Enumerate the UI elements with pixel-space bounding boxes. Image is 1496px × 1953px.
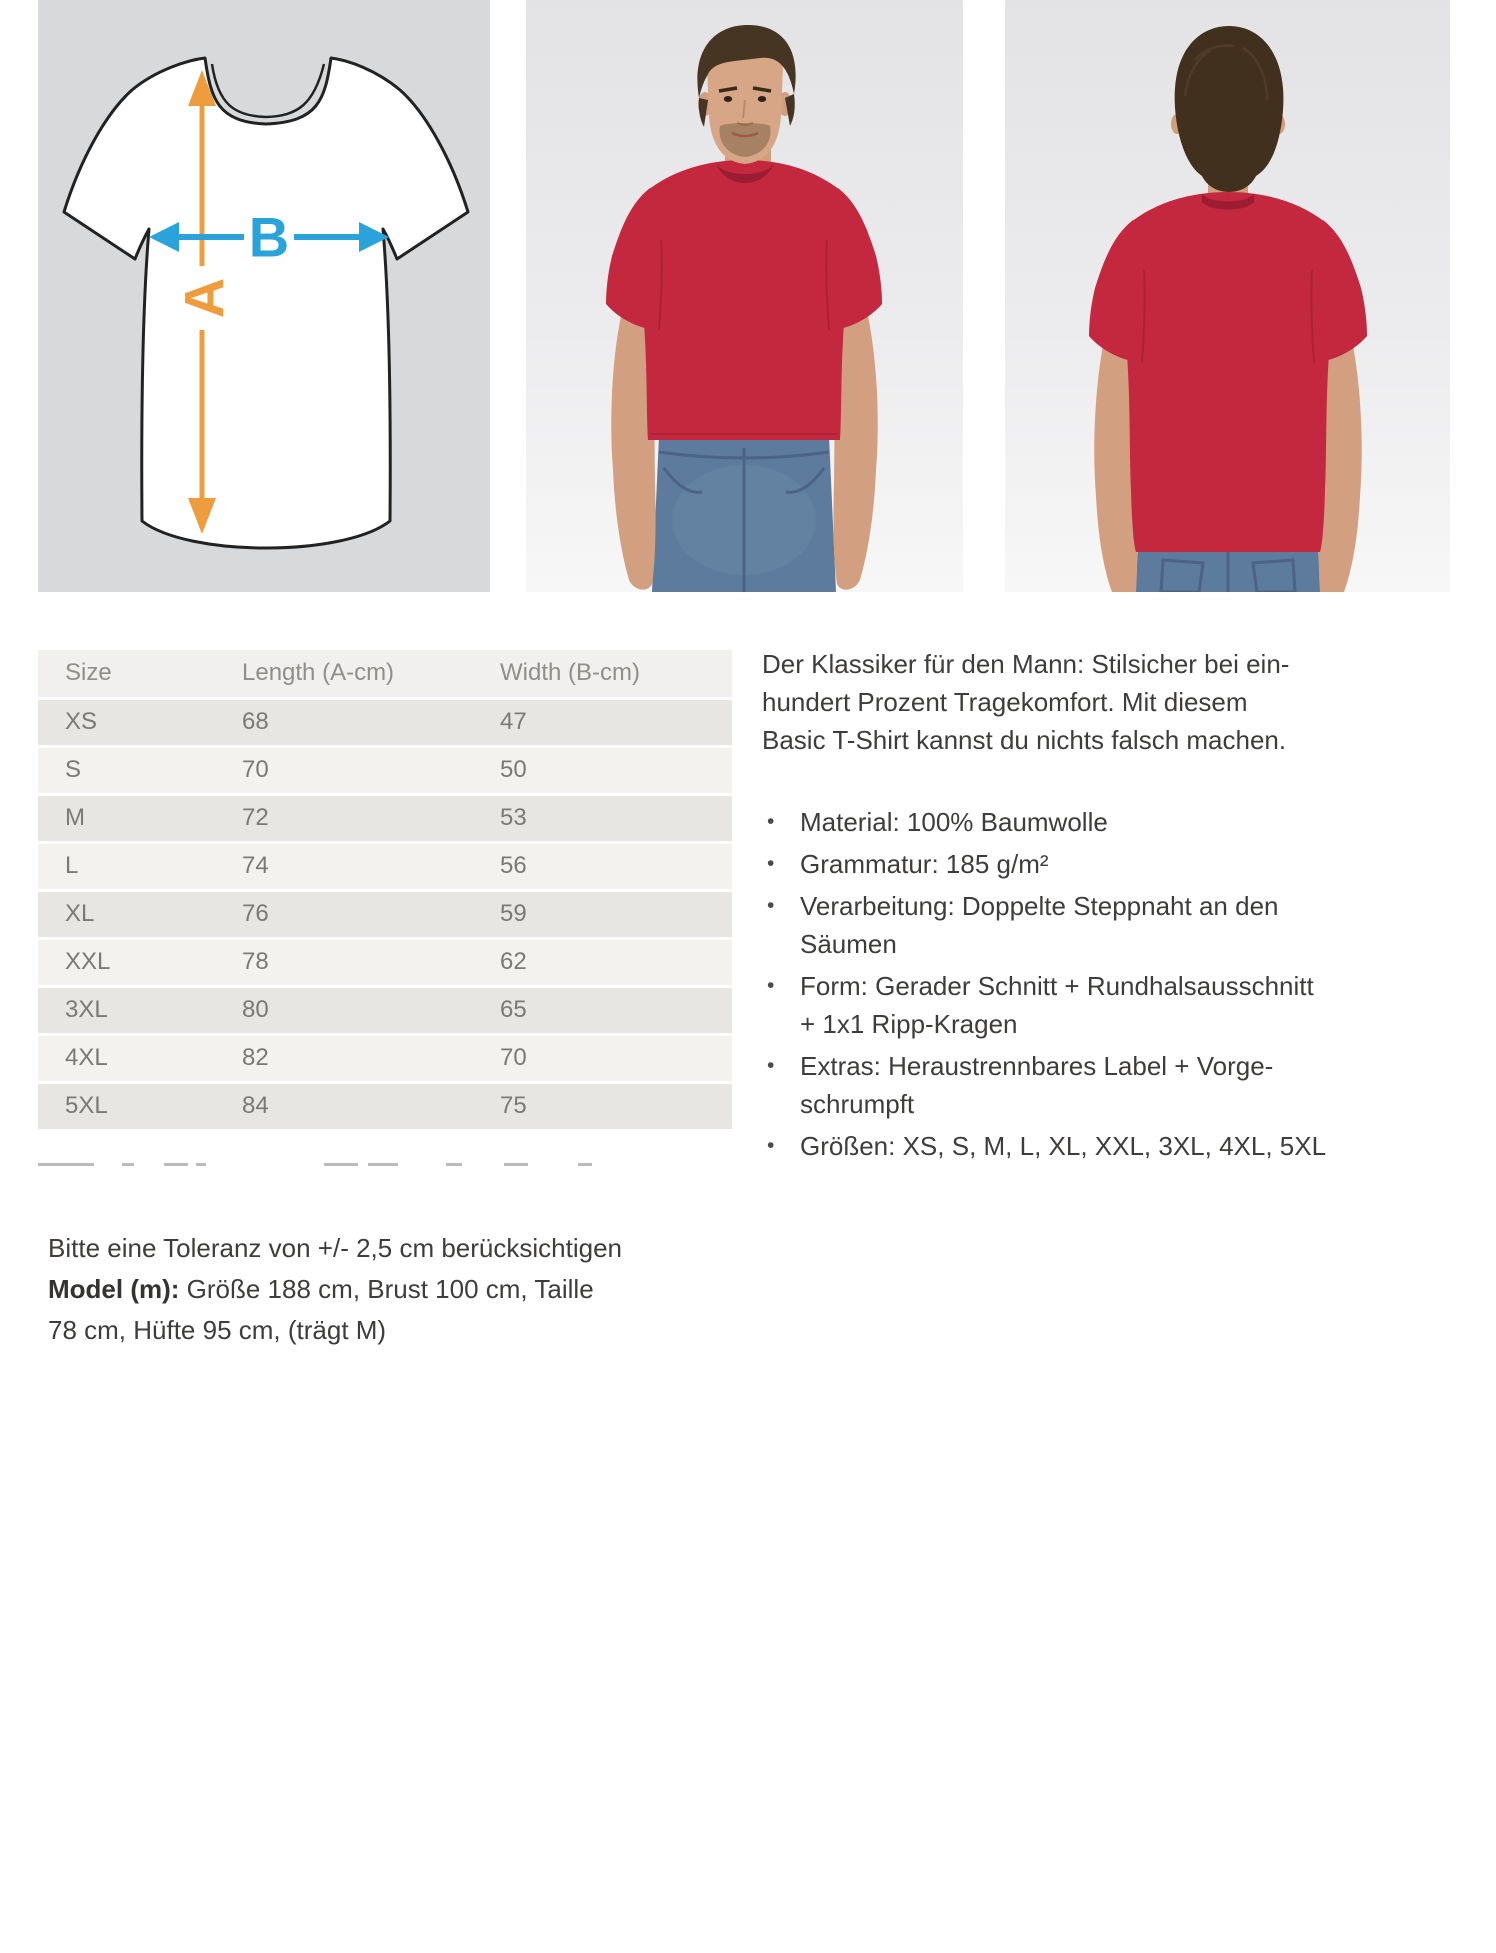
size-table bbox=[38, 650, 732, 1132]
size-table-row bbox=[38, 986, 732, 1034]
tolerance-note bbox=[48, 1228, 738, 1351]
size-table-cell: 4XL bbox=[38, 1034, 242, 1082]
size-table-row bbox=[38, 890, 732, 938]
size-table-cell: 72 bbox=[242, 794, 500, 842]
size-diagram-image[interactable] bbox=[38, 0, 490, 592]
model-back-photo[interactable] bbox=[1005, 0, 1450, 592]
description-bullet-line: Material: 100% Baumwolle bbox=[800, 807, 1108, 837]
model-info-line-2: 78 cm, Hüfte 95 cm, (trägt M) bbox=[48, 1315, 387, 1345]
size-table-cell: 80 bbox=[242, 986, 500, 1034]
tolerance-line: Bitte eine Toleranz von +/- 2,5 cm berücksichtigen bbox=[48, 1233, 622, 1263]
size-table-cell: S bbox=[38, 746, 242, 794]
size-table-cell: 70 bbox=[242, 746, 500, 794]
size-table-cell: 53 bbox=[500, 794, 732, 842]
description-bullet-line: Grammatur: 185 g/m² bbox=[800, 849, 1049, 879]
description-intro-line: hundert Prozent Tragekomfort. Mit diesem bbox=[762, 687, 1248, 717]
description-bullet-line: + 1x1 Ripp-Kragen bbox=[800, 1009, 1018, 1039]
description-intro-line: Basic T-Shirt kannst du nichts falsch machen. bbox=[762, 725, 1287, 755]
jeans-front bbox=[652, 436, 836, 592]
size-table-row bbox=[38, 1034, 732, 1082]
description-bullet bbox=[762, 803, 1430, 841]
size-table-cell: 82 bbox=[242, 1034, 500, 1082]
size-table-row bbox=[38, 842, 732, 890]
description-bullets bbox=[762, 803, 1430, 1165]
size-table-cell: XS bbox=[38, 698, 242, 746]
size-table-cell: 59 bbox=[500, 890, 732, 938]
bullet-dot-icon: • bbox=[767, 810, 775, 833]
size-table-cell: 76 bbox=[242, 890, 500, 938]
size-table-cell: L bbox=[38, 842, 242, 890]
description-intro-line: Der Klassiker für den Mann: Stilsicher bei ein- bbox=[762, 649, 1290, 679]
size-table-column-header: Length (A-cm) bbox=[242, 650, 500, 698]
size-table-cell: 84 bbox=[242, 1082, 500, 1130]
size-table-header-row bbox=[38, 650, 732, 698]
model-front-photo[interactable] bbox=[526, 0, 963, 592]
bullet-dot-icon: • bbox=[767, 974, 775, 997]
red-tshirt-front bbox=[606, 160, 882, 440]
description-bullet-line: Extras: Heraustrennbares Label + Vorge- bbox=[800, 1051, 1274, 1081]
size-table-cell: 65 bbox=[500, 986, 732, 1034]
size-table-row bbox=[38, 698, 732, 746]
size-table-cell: 78 bbox=[242, 938, 500, 986]
size-table-cell: M bbox=[38, 794, 242, 842]
description-bullet-line: schrumpft bbox=[800, 1089, 915, 1119]
description-bullet bbox=[762, 1127, 1430, 1165]
description-bullet-line: Verarbeitung: Doppelte Steppnaht an den bbox=[800, 891, 1279, 921]
size-table-row bbox=[38, 938, 732, 986]
bullet-dot-icon: • bbox=[767, 1134, 775, 1157]
bullet-dot-icon: • bbox=[767, 894, 775, 917]
diagram-label-a: A bbox=[172, 277, 236, 319]
description-bullet bbox=[762, 887, 1430, 963]
description-intro bbox=[762, 645, 1430, 759]
size-table-cell: 3XL bbox=[38, 986, 242, 1034]
description-bullet-line: Form: Gerader Schnitt + Rundhalsausschnitt bbox=[800, 971, 1314, 1001]
size-table-cell: 50 bbox=[500, 746, 732, 794]
size-table-cell: XXL bbox=[38, 938, 242, 986]
description-bullet bbox=[762, 845, 1430, 883]
bullet-dot-icon: • bbox=[767, 1054, 775, 1077]
model-front-illustration bbox=[526, 0, 963, 592]
model-back-illustration bbox=[1005, 0, 1450, 592]
size-table-cell: 5XL bbox=[38, 1082, 242, 1130]
size-table-cell: 70 bbox=[500, 1034, 732, 1082]
model-label: Model (m): bbox=[48, 1274, 180, 1304]
description-bullet-line: Größen: XS, S, M, L, XL, XXL, 3XL, 4XL, 5XL bbox=[800, 1131, 1327, 1161]
size-table-cell: 74 bbox=[242, 842, 500, 890]
size-table-body bbox=[38, 698, 732, 1130]
model-info-line-1 bbox=[48, 1269, 738, 1310]
cropped-table-row-remnant bbox=[38, 1163, 618, 1171]
bullet-dot-icon: • bbox=[767, 852, 775, 875]
size-table-column-header: Width (B-cm) bbox=[500, 650, 732, 698]
size-table-cell: 62 bbox=[500, 938, 732, 986]
size-table-row bbox=[38, 1082, 732, 1130]
description-bullet bbox=[762, 967, 1430, 1043]
tshirt-measure-diagram bbox=[38, 0, 490, 592]
size-table-cell: 68 bbox=[242, 698, 500, 746]
hair-back bbox=[1175, 26, 1284, 176]
description-bullet-line: Säumen bbox=[800, 929, 897, 959]
size-table-cell: XL bbox=[38, 890, 242, 938]
model-info-rest: Größe 188 cm, Brust 100 cm, Taille bbox=[179, 1274, 594, 1304]
product-description bbox=[762, 645, 1430, 1169]
size-table-cell: 75 bbox=[500, 1082, 732, 1130]
size-table-cell: 47 bbox=[500, 698, 732, 746]
description-bullet bbox=[762, 1047, 1430, 1123]
size-table-row bbox=[38, 794, 732, 842]
size-table-row bbox=[38, 746, 732, 794]
size-table-cell: 56 bbox=[500, 842, 732, 890]
diagram-label-b: B bbox=[248, 205, 290, 269]
size-table-column-header: Size bbox=[38, 650, 242, 698]
